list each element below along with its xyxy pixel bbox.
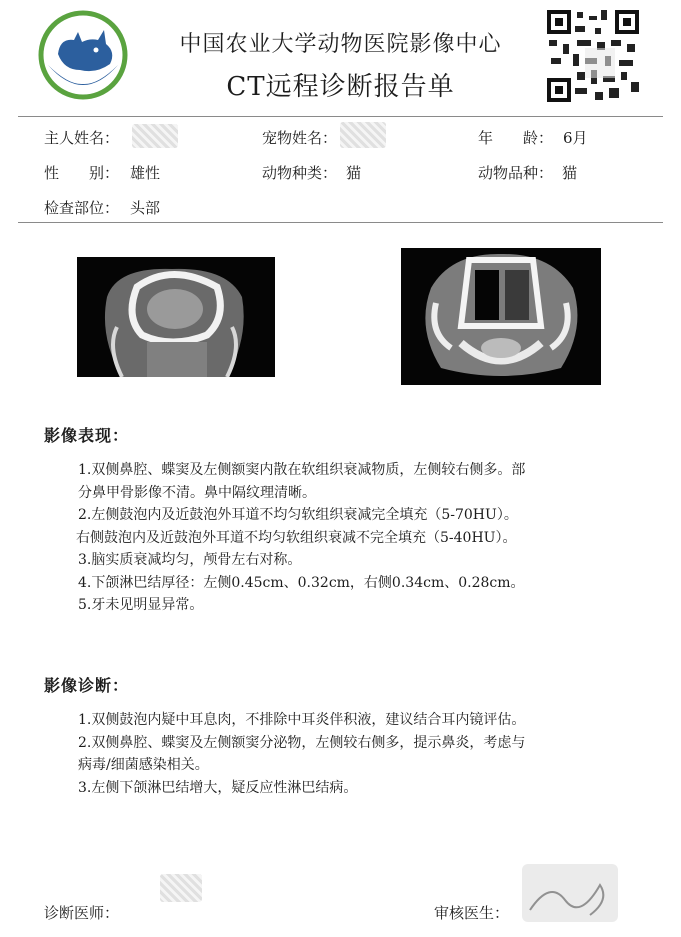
reviewing-doctor-label: 审核医生：: [434, 904, 510, 922]
findings-line: 2.左侧鼓泡内及近鼓泡外耳道不均匀软组织衰减完全填充（5-70HU）。: [78, 507, 518, 523]
header-divider: [18, 116, 663, 117]
age-label: 年 龄：: [478, 129, 554, 147]
findings-line: 3.脑实质衰减均匀，颅骨左右对称。: [78, 552, 302, 568]
species-label: 动物种类：: [262, 164, 338, 182]
diagnosis-title: 影像诊断：: [44, 676, 130, 695]
report-title: CT远程诊断报告单: [226, 72, 455, 102]
breed-value: 猫: [562, 164, 578, 182]
doctor-signature-redacted: [160, 874, 202, 902]
breed-label: 动物品种：: [478, 164, 554, 182]
findings-line: 右侧鼓泡内及近鼓泡外耳道不均匀软组织衰减不完全填充（5-40HU）。: [76, 529, 517, 546]
diagnosis-line: 2.双侧鼻腔、蝶窦及左侧额窦分泌物，左侧较右侧多，提示鼻炎，考虑与: [78, 734, 526, 751]
sex-label: 性 别：: [44, 164, 120, 182]
findings-title: 影像表现：: [44, 426, 130, 445]
diagnosis-line: 3.左侧下颌淋巴结增大，疑反应性淋巴结病。: [78, 779, 358, 796]
qr-code-icon: [545, 8, 641, 104]
exam-region-value: 头部: [130, 199, 161, 217]
owner-name-redacted: [132, 124, 178, 148]
info-divider: [18, 222, 663, 223]
hospital-title: 中国农业大学动物医院影像中心: [179, 32, 502, 57]
species-value: 猫: [346, 164, 362, 182]
ct-image-1: [77, 257, 275, 377]
pet-name-redacted: [340, 122, 386, 148]
age-value: 6月: [563, 129, 588, 147]
pet-name-label: 宠物姓名：: [262, 129, 338, 147]
exam-region-label: 检查部位：: [44, 199, 120, 217]
findings-line: 4.下颌淋巴结厚径：左侧0.45cm、0.32cm，右侧0.34cm、0.28cm。: [78, 574, 525, 591]
findings-line: 1.双侧鼻腔、蝶窦及左侧额窦内散在软组织衰减物质，左侧较右侧多。部: [78, 462, 526, 478]
diagnosis-line: 1.双侧鼓泡内疑中耳息肉，不排除中耳炎伴积液，建议结合耳内镜评估。: [78, 712, 526, 728]
sex-value: 雄性: [130, 164, 161, 182]
findings-line: 5.牙未见明显异常。: [78, 597, 204, 613]
findings-line: 分鼻甲骨影像不清。鼻中隔纹理清晰。: [78, 484, 316, 501]
ct-image-2: [401, 248, 601, 385]
reviewer-signature-icon: [520, 860, 620, 926]
diagnosing-doctor-label: 诊断医师：: [44, 904, 120, 922]
diagnosis-text: [78, 709, 525, 799]
diagnosis-line: 病毒/细菌感染相关。: [78, 757, 209, 773]
owner-name-label: 主人姓名：: [44, 129, 120, 147]
findings-text: [78, 459, 525, 617]
